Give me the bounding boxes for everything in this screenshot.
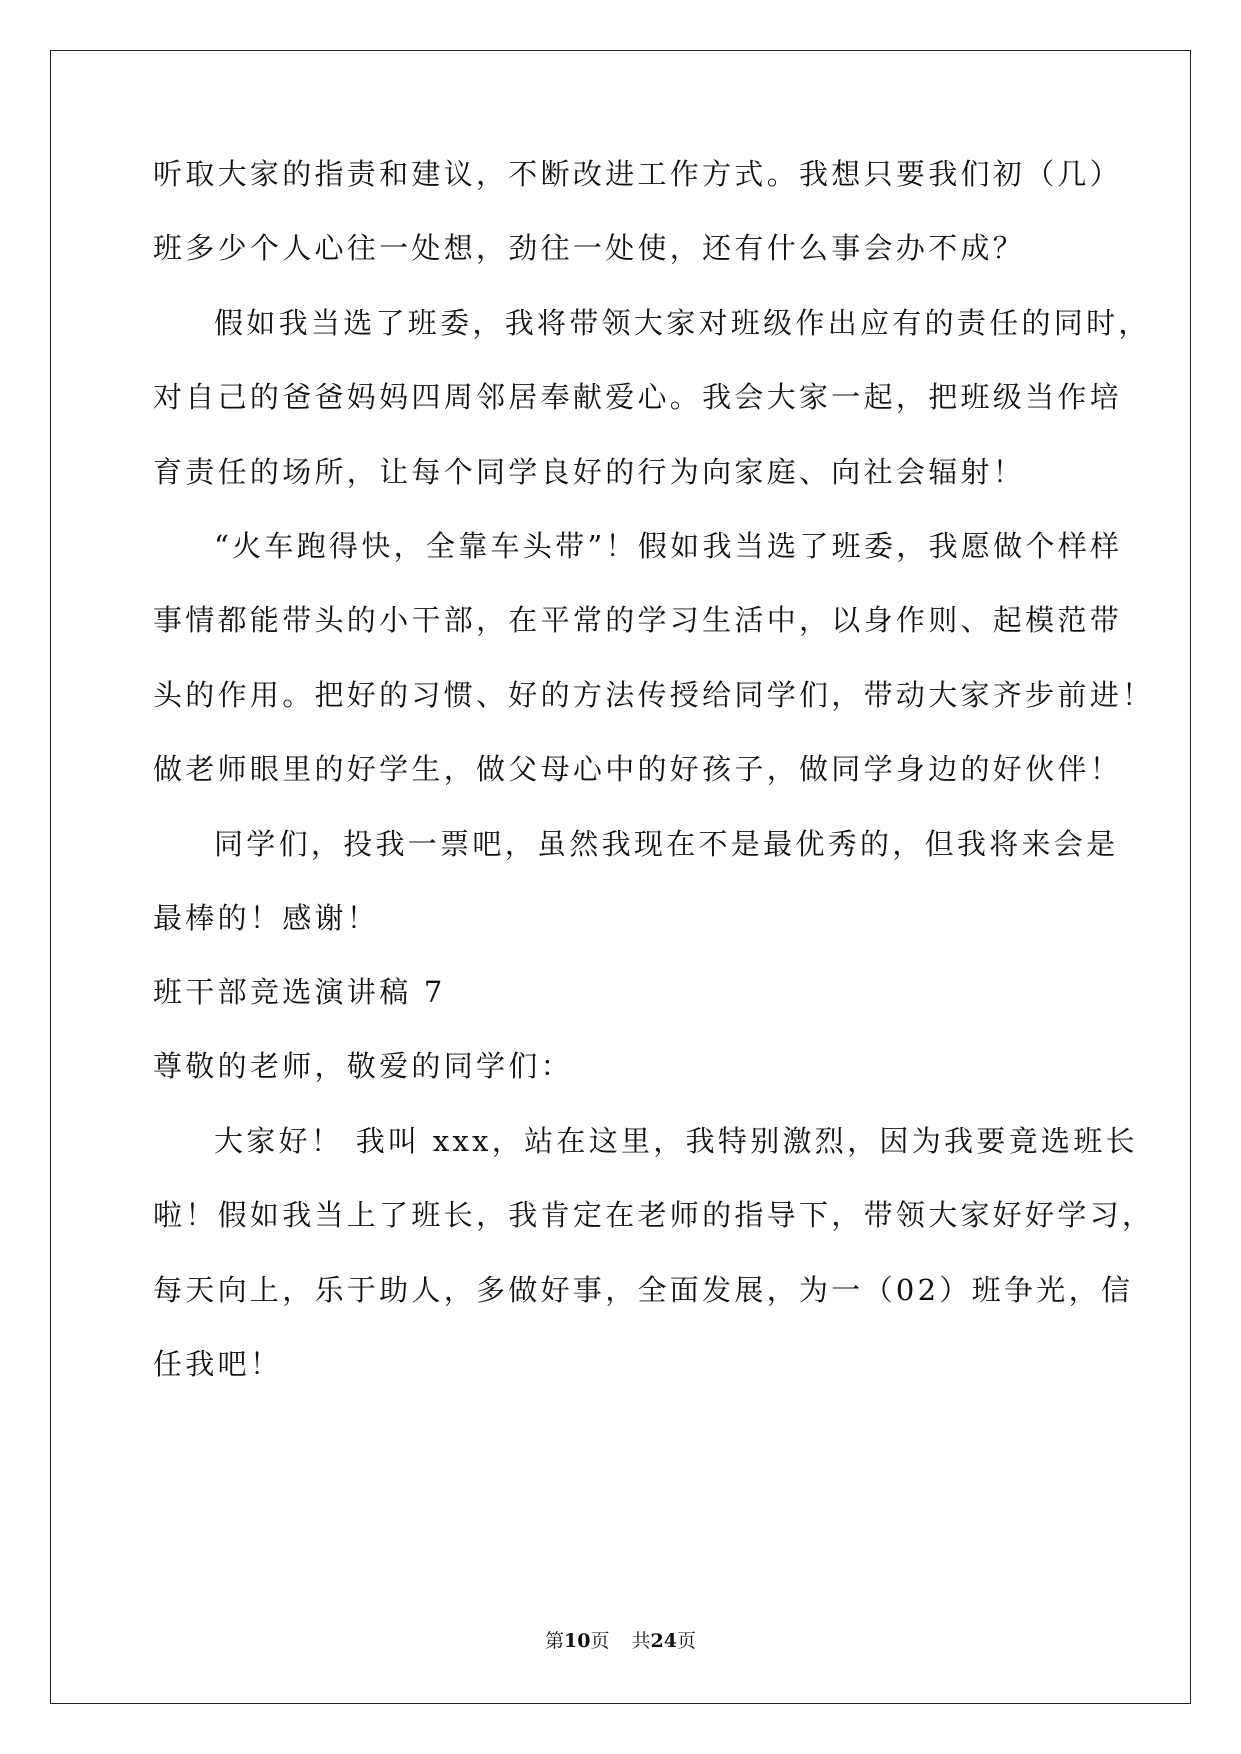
paragraph-line: 大家好！ 我叫 xxx，站在这里，我特别激烈，因为我要竟选班长 (214, 1124, 1138, 1158)
current-page-number: 10 (564, 1630, 591, 1652)
paragraph-line: 头的作用。把好的习惯、好的方法传授给同学们，带动大家齐步前进！ (153, 678, 1155, 712)
total-page-number: 24 (650, 1630, 677, 1652)
paragraph-line: 对自己的爸爸妈妈四周邻居奉献爱心。我会大家一起，把班级当作培 (153, 380, 1123, 414)
page-suffix: 页 (590, 1630, 610, 1652)
paragraph-line: 啦！假如我当上了班长，我肯定在老师的指导下，带领大家好好学习， (153, 1198, 1155, 1232)
paragraph-line: 最棒的！感谢！ (153, 901, 380, 935)
paragraph-line: 做老师眼里的好学生，做父母心中的好孩子，做同学身边的好伙伴！ (153, 752, 1123, 786)
paragraph-line: 假如我当选了班委，我将带领大家对班级作出应有的责任的同时， (214, 306, 1151, 340)
page-border (50, 50, 1191, 1704)
paragraph-line: 每天向上，乐于助人，多做好事，全面发展，为一（02）班争光，信 (153, 1273, 1134, 1307)
paragraph-line: 班多少个人心往一处想，劲往一处使，还有什么事会办不成？ (153, 231, 1026, 265)
paragraph-line: 任我吧！ (153, 1347, 283, 1381)
paragraph-line: 同学们，投我一票吧，虽然我现在不是最优秀的，但我将来会是 (214, 827, 1119, 861)
total-suffix: 页 (676, 1630, 696, 1652)
paragraph-line: 事情都能带头的小干部，在平常的学习生活中，以身作则、起模范带 (153, 603, 1123, 637)
salutation-line: 尊敬的老师，敬爱的同学们： (153, 1049, 573, 1083)
paragraph-line: “火车跑得快，全靠车头带”！假如我当选了班委，我愿做个样样 (214, 529, 1123, 563)
page-prefix: 第 (545, 1630, 565, 1652)
page-footer (0, 1628, 1241, 1654)
total-prefix: 共 (631, 1630, 651, 1652)
paragraph-line: 听取大家的指责和建议，不断改进工作方式。我想只要我们初（几） (153, 157, 1123, 191)
paragraph-line: 育责任的场所，让每个同学良好的行为向家庭、向社会辐射！ (153, 455, 1026, 489)
section-heading: 班干部竞选演讲稿 7 (153, 975, 446, 1009)
